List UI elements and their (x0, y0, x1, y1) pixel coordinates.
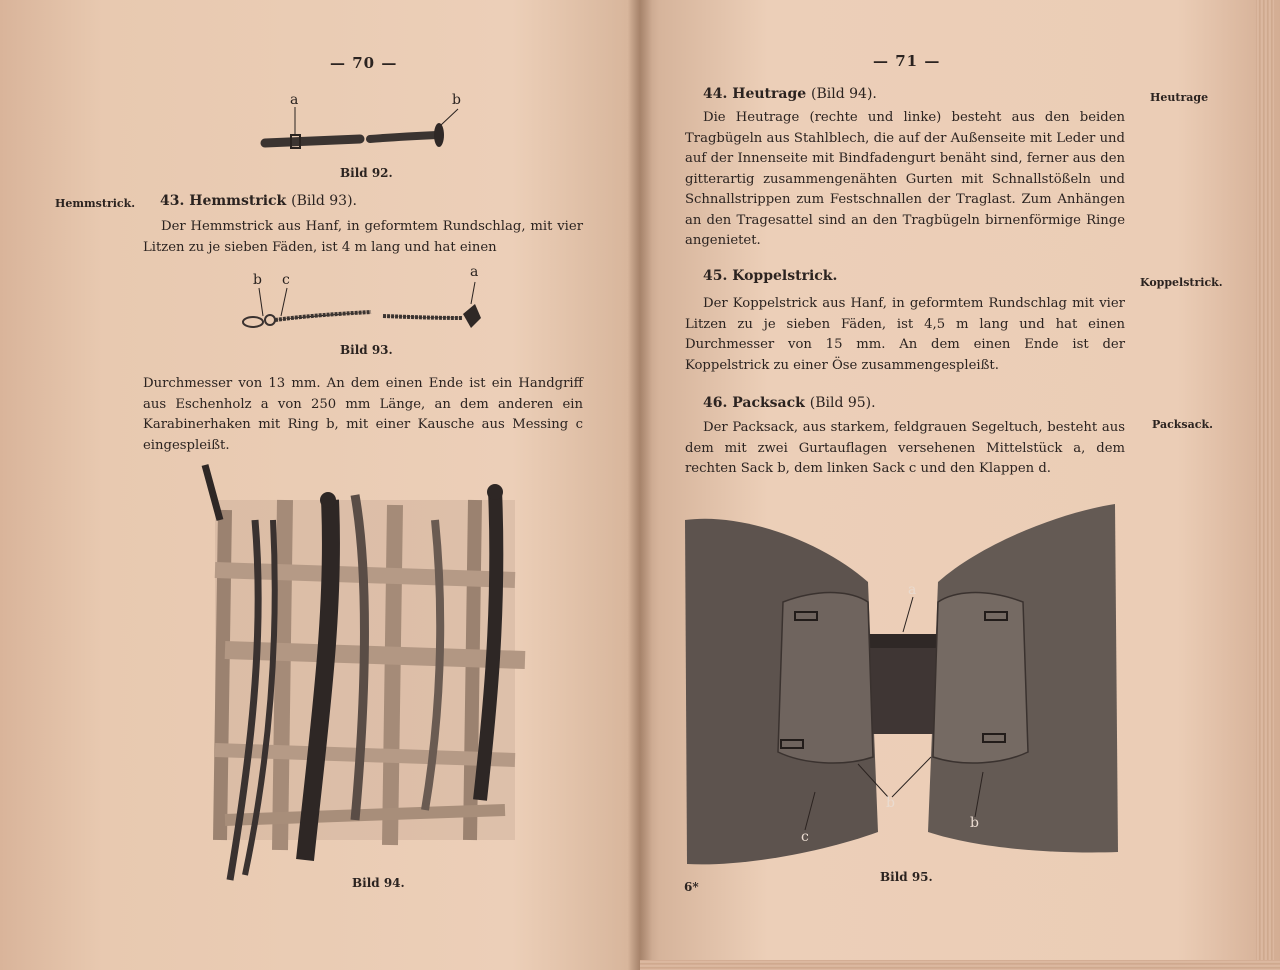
figure-93-rope (235, 270, 495, 340)
sidenote-koppelstrick: Koppelstrick. (1140, 276, 1223, 289)
paragraph-45: Der Koppelstrick aus Hanf, in geformtem Rundschlag mit vier Litzen zu je sieben Fäden, ist 4,5 m lang und hat einen Durchmesser von 15 mm. An dem einen Ende ist der Koppelstrick zu einer Öse zusammengespleißt. (685, 296, 1125, 373)
fig93-caption: Bild 93. (340, 343, 393, 357)
heading-45: 45. Koppelstrick. (703, 268, 838, 284)
fig94-caption: Bild 94. (352, 876, 405, 890)
page-edges (1256, 0, 1274, 970)
figure-94-hay-carrier (195, 460, 540, 890)
page-edges-bottom (640, 960, 1280, 970)
fig95-label-b2: b (970, 815, 979, 831)
fig93-label-c: c (282, 272, 290, 288)
heading-46 (703, 395, 876, 411)
fig95-caption: Bild 95. (880, 870, 933, 884)
heading-44 (703, 86, 877, 102)
page-number-right: — 71 — (873, 52, 941, 70)
heading-43-ref: (Bild 93). (291, 193, 357, 209)
fig93-label-a: a (470, 264, 479, 280)
paragraph-43-part1: Der Hemmstrick aus Hanf, in geformtem Rundschlag, mit vier Litzen zu je sieben Fäden, ist 4 m lang und hat einen (143, 219, 583, 255)
heading-44-ref: (Bild 94). (811, 86, 877, 102)
paragraph-46: Der Packsack, aus starkem, feldgrauen Segeltuch, besteht aus dem mit zwei Gurtauflagen versehenen Mittelstück a, dem rechten Sack b, dem linken Sack c und den Klappen d. (685, 420, 1125, 476)
fig93-label-b: b (253, 272, 262, 288)
paragraph-44: Die Heutrage (rechte und linke) besteht aus den beiden Tragbügeln aus Stahlblech, die auf der Außenseite mit Leder und auf der Innenseite mit Bindfadengurt benäht sind, ferner aus den gitterartig zusammengenähten Gurten mit Schnallstößeln und Schnallstrippen zum Festschnallen der Traglast. Zum Anhängen an den Tragesattel sind an den Tragbügeln birnenförmige Ringe angenietet. (685, 110, 1125, 248)
heading-46-ref: (Bild 95). (809, 395, 876, 411)
fig92-caption: Bild 92. (340, 166, 393, 180)
sidenote-packsack: Packsack. (1152, 418, 1213, 431)
fig92-label-a: a (290, 92, 299, 108)
figure-92-strap (255, 95, 475, 165)
fig95-label-b1: b (886, 795, 895, 811)
heading-43-title: 43. Hemmstrick (160, 193, 287, 209)
heading-43 (160, 193, 357, 209)
sidenote-hemmstrick: Hemmstrick. (55, 197, 136, 210)
signature-mark: 6* (684, 880, 699, 894)
fig92-label-b: b (452, 92, 461, 108)
figure-95-pack-sack (683, 502, 1123, 867)
paragraph-43-part2: Durchmesser von 13 mm. An dem einen Ende ist ein Handgriff aus Eschenholz a von 250 mm Länge, an dem anderen ein Karabinerhaken mit Ring b, mit einer Kausche aus Messing c eingespleißt. (143, 376, 583, 453)
page-number-left: — 70 — (330, 54, 398, 72)
sidenote-heutrage: Heutrage (1150, 91, 1209, 104)
book-gutter (628, 0, 652, 970)
heading-46-title: 46. Packsack (703, 395, 805, 411)
fig95-label-c: c (801, 829, 809, 845)
heading-44-title: 44. Heutrage (703, 86, 807, 102)
fig95-label-a: a (908, 582, 917, 598)
